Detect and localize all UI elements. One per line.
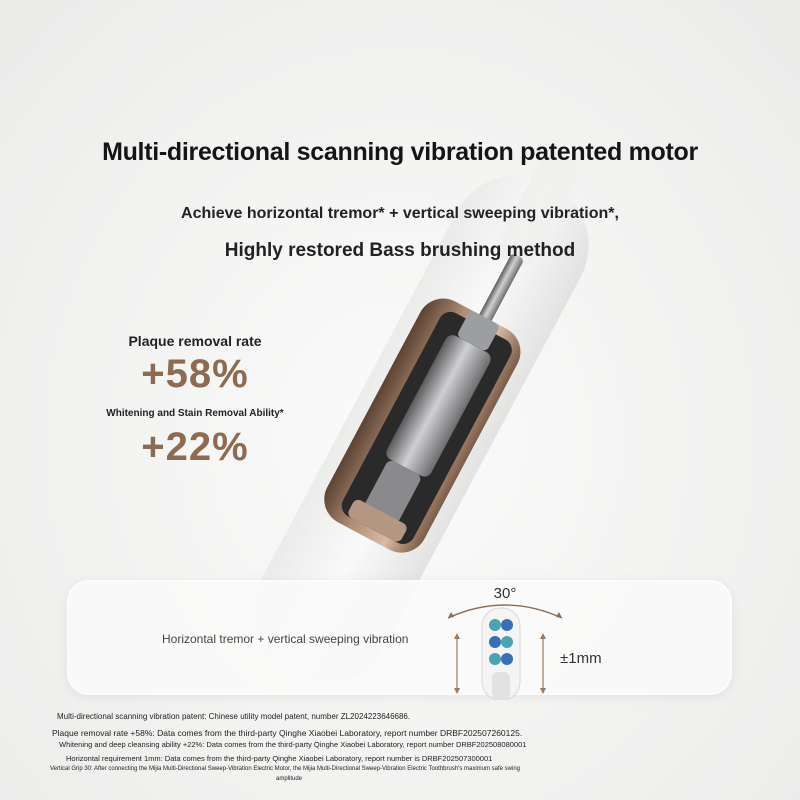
stat-value-plaque: +58%: [141, 352, 249, 396]
stat-value-whitening: +22%: [141, 425, 249, 469]
stat-label-whitening: Whitening and Stain Removal Ability*: [106, 408, 284, 419]
stat-label-plaque: Plaque removal rate: [128, 333, 262, 349]
angle-label: 30°: [493, 585, 517, 602]
footnote-vertical-cont: amplitude: [276, 776, 303, 782]
footnote-vertical: Vertical Grip 30: After connecting the Mijia Multi-Directional Sweep-Vibration Electric Motor, the Mijia Multi-Directional Sweep-Vibration Electric Toothbrush's maximum safe swing: [50, 766, 521, 772]
footnote-horizontal: Horizontal requirement 1mm: Data comes from the third-party Qinghe Xiaobei Laboratory, report number is DRBF202507300001: [66, 754, 493, 763]
vibration-description: Horizontal tremor + vertical sweeping vibration: [162, 632, 409, 646]
footnote-plaque: Plaque removal rate +58%: Data comes from the third-party Qinghe Xiaobei Laboratory, report number DRBF202507260125.: [52, 728, 523, 738]
subtitle-line-2: Highly restored Bass brushing method: [224, 240, 576, 261]
footnote-patent: Multi-directional scanning vibration patent: Chinese utility model patent, number ZL2024223646686.: [57, 712, 411, 721]
amplitude-label: ±1mm: [560, 650, 602, 667]
brush-head-diagram: [430, 580, 650, 700]
page-title: Multi-directional scanning vibration patented motor: [102, 138, 698, 166]
footnote-whitening: Whitening and deep cleansing ability +22%: Data comes from the third-party Qinghe Xiaobei Laboratory, report number DRBF202508080001: [59, 740, 527, 749]
subtitle-line-1: Achieve horizontal tremor* + vertical sweeping vibration*,: [181, 205, 619, 222]
